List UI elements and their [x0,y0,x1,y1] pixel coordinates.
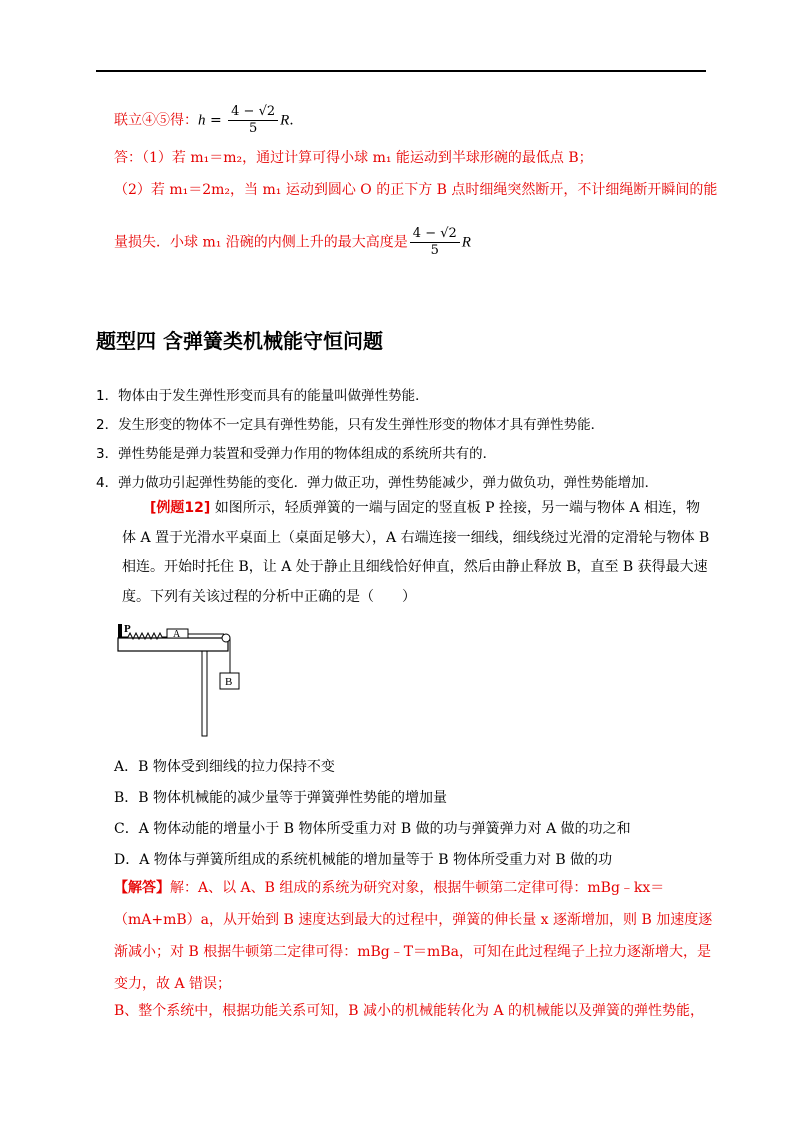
solution-paragraph-1 [114,872,714,1000]
plate-P [118,624,122,638]
label-P: P [124,623,131,635]
pulley [222,634,230,642]
equation-line [114,104,294,137]
option-d: D．A 物体与弹簧所组成的系统机械能的增加量等于 B 物体所受重力对 B 做的功 [114,852,613,868]
solution-paragraph-2: B、整个系统中，根据功能关系可知，B 减小的机械能转化为 A 的机械能以及弹簧的弹性势能， [114,1003,705,1019]
fraction-denominator: 5 [248,121,258,136]
option-a: A．B 物体受到细线的拉力保持不变 [114,759,335,775]
fraction-2-numerator: 4 − √2 [410,226,460,243]
equation-prefix: 联立④⑤得： [114,112,198,129]
example-tag: [例题12] [150,500,211,516]
fraction [228,104,278,137]
solution-text-1: 解：A、以 A、B 组成的系统为研究对象，根据牛顿第二定律可得：mBg﹣kx＝（mA+mB）a，从开始到 B 速度达到最大的过程中，弹簧的伸长量 x 逐渐增加，则 B 加速度逐渐减小；对 B 根据牛顿第二定律可得：mBg﹣T＝mBa，可知在此过程绳子上拉力逐渐增大，是变力，故 A 错误； [114,880,713,992]
var-R: R [280,112,290,129]
option-b: B．B 物体机械能的减少量等于弹簧弹性势能的增加量 [114,790,448,806]
answer-line-3-text: 量损失．小球 m₁ 沿碗的内侧上升的最大高度是 [114,234,408,251]
point-2: 2．发生形变的物体不一定具有弹性势能，只有发生弹性形变的物体才具有弹性势能． [96,417,605,433]
example-paragraph [122,494,712,612]
point-3: 3．弹性势能是弹力装置和受弹力作用的物体组成的系统所共有的． [96,446,497,462]
var-R-2: R [461,234,471,251]
period: . [289,112,294,129]
header-rule [96,70,706,72]
fraction-2-denominator: 5 [430,243,439,258]
equals: = [205,112,227,129]
option-c: C．A 物体动能的增量小于 B 物体所受重力对 B 做的功与弹簧弹力对 A 做的功之和 [114,821,631,837]
answer-line-3 [114,226,471,259]
point-4: 4．弹力做功引起弹性势能的变化．弹力做正功，弹性势能减少，弹力做负功，弹性势能增加． [96,475,659,491]
point-1: 1．物体由于发生弹性形变而具有的能量叫做弹性势能． [96,388,429,404]
label-A: A [173,629,181,640]
answer-line-1: 答：（1）若 m₁＝m₂，通过计算可得小球 m₁ 能运动到半球形碗的最低点 B； [114,150,593,166]
table-leg [202,651,207,736]
label-B: B [225,676,233,688]
answer-line-2: （2）若 m₁＝2m₂，当 m₁ 运动到圆心 O 的正下方 B 点时细绳突然断开，不计细绳断开瞬间的能 [114,182,718,198]
solution-tag: 【解答】 [114,880,170,896]
var-h: h [198,112,206,129]
example-text: 如图所示，轻质弹簧的一端与固定的竖直板 P 拴接，另一端与物体 A 相连，物体 A 置于光滑水平桌面上（桌面足够大），A 右端连接一细线，细线绕过光滑的定滑轮与物体 B 相连。开始时托住 B，让 A 处于静止且细线恰好伸直，然后由静止释放 B，直至 B 获得最大速度。下列有关该过程的分析中正确的是（ ） [122,500,710,605]
fraction-numerator: 4 − √2 [228,104,278,121]
fraction-2 [410,226,460,259]
spring-pulley-figure [110,618,250,738]
section-title: 题型四 含弹簧类机械能守恒问题 [96,329,383,353]
